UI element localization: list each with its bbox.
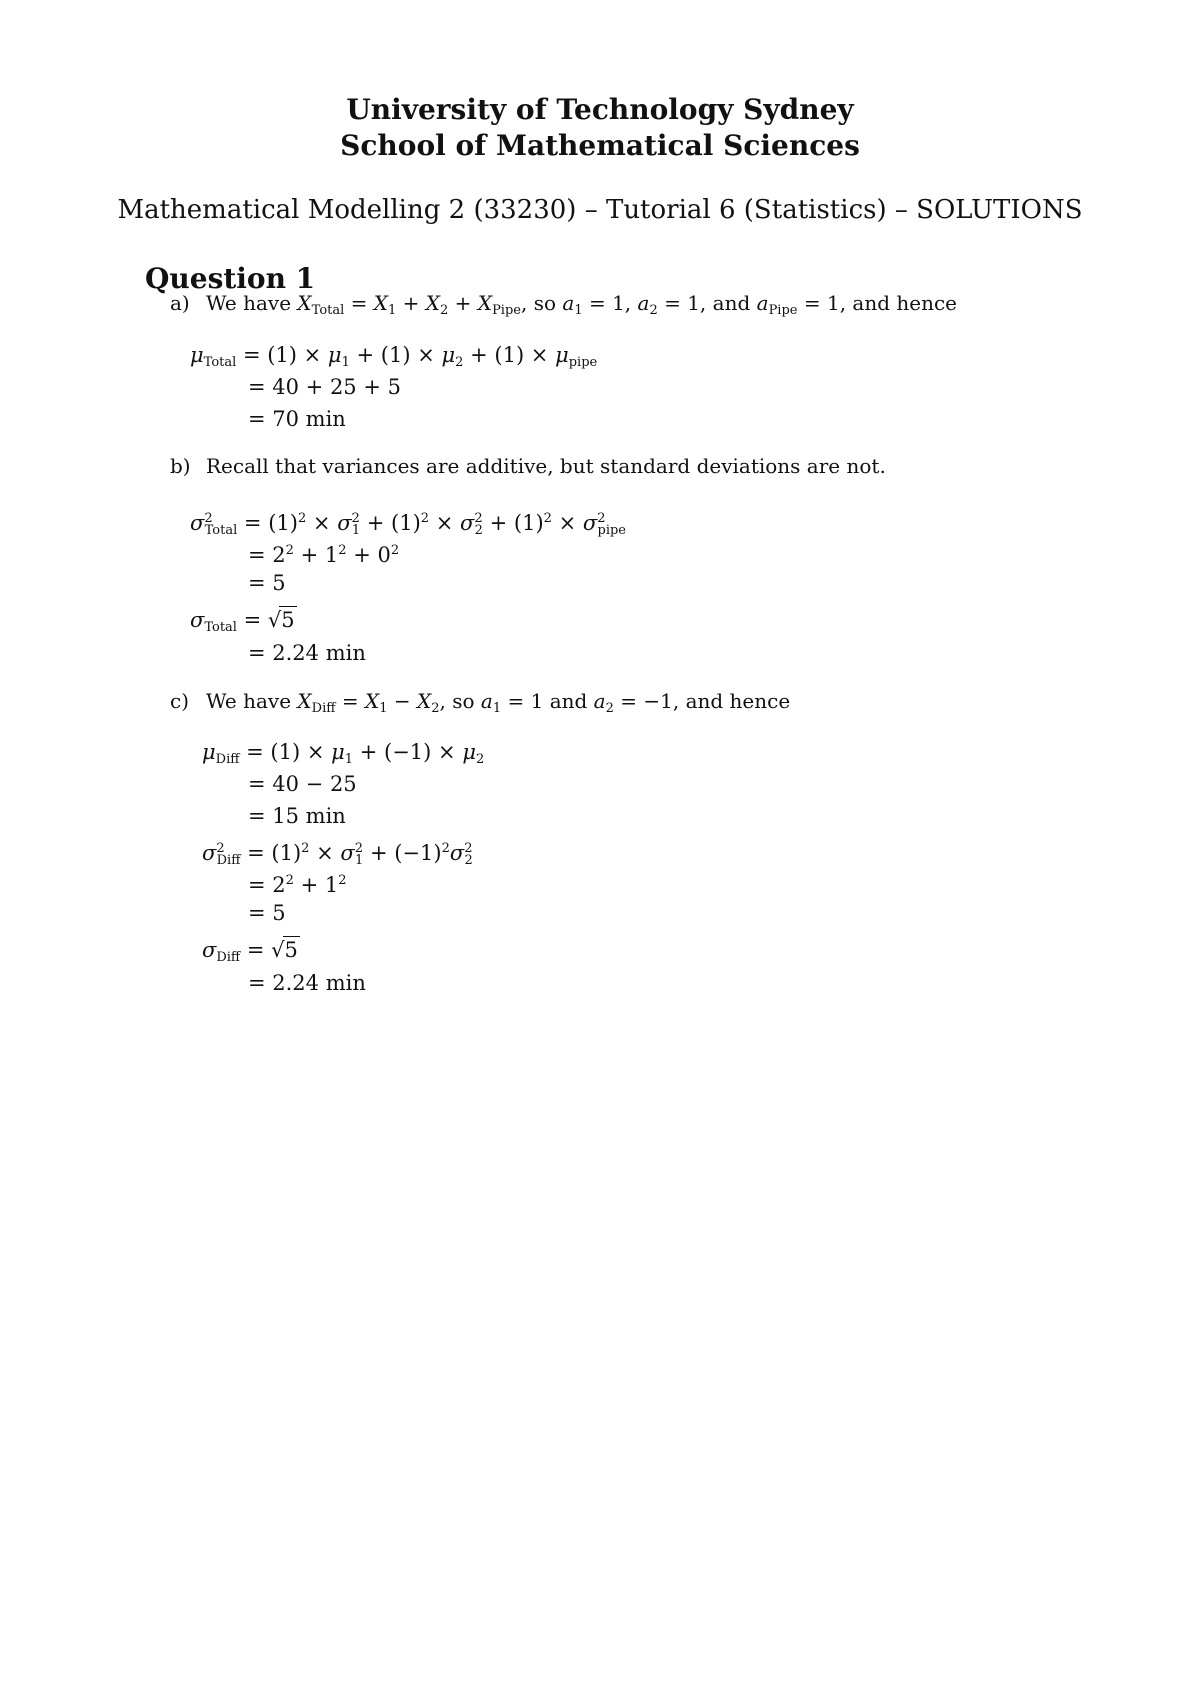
part-a-intro: a) We have $X_{Total} = X_1 + X_2 + X_{Pipe}$, so $a_1 = 1$, $a_2 = 1$, and $a_{Pipe} = 1$, and hence (170, 291, 958, 318)
part-b-eq-5: = 2.24 min (248, 641, 366, 665)
part-a-eq-2: = 40 + 25 + 5 (248, 375, 401, 399)
part-c-eq-3: = 15 min (248, 804, 346, 828)
part-b-eq-4: $\sigma_{Total} = √5$ (190, 608, 295, 635)
part-b-label: b) (170, 454, 191, 478)
part-c-eq-2: = 40 − 25 (248, 772, 357, 796)
part-a-label: a) (170, 291, 190, 315)
document-header (0, 92, 1200, 164)
university-name: University of Technology Sydney (346, 93, 854, 126)
question-heading: Question 1 (145, 262, 316, 295)
part-c-eq-4: $\sigma^2_{Diff} = (1)^2 \times \sigma^2_1 + (-1)^2\sigma^2_2$ (202, 841, 473, 868)
school-name: School of Mathematical Sciences (340, 129, 860, 162)
part-c-intro: c) We have $X_{Diff} = X_1 - X_2$, so $a_1 = 1$ and $a_2 = -1$, and hence (170, 689, 791, 716)
part-c-eq-7: $\sigma_{Diff} = √5$ (202, 938, 298, 965)
part-c-label: c) (170, 689, 190, 713)
part-c-eq-8: = 2.24 min (248, 971, 366, 995)
part-a-eq-3: = 70 min (248, 407, 346, 431)
part-b-eq-3: = 5 (248, 571, 286, 595)
part-b-intro: b) Recall that variances are additive, but standard deviations are not. (170, 454, 886, 478)
part-a-eq-1: $\mu_{Total} = (1) \times \mu_1 + (1) \times \mu_2 + (1) \times \mu_{pipe}$ (190, 343, 598, 370)
course-title: Mathematical Modelling 2 (33230) – Tutorial 6 (Statistics) – SOLUTIONS (117, 195, 1083, 225)
part-b-eq-1: $\sigma^2_{Total} = (1)^2 \times \sigma^2_1 + (1)^2 \times \sigma^2_2 + (1)^2 \times \sigma^2_{pipe}$ (190, 511, 626, 538)
part-c-eq-6: = 5 (248, 901, 286, 925)
part-c-eq-5: = $2^2 + 1^2$ (248, 873, 347, 897)
part-b-eq-2: = $2^2 + 1^2 + 0^2$ (248, 543, 400, 567)
part-c-eq-1: $\mu_{Diff} = (1) \times \mu_1 + (-1) \times \mu_2$ (202, 740, 485, 767)
